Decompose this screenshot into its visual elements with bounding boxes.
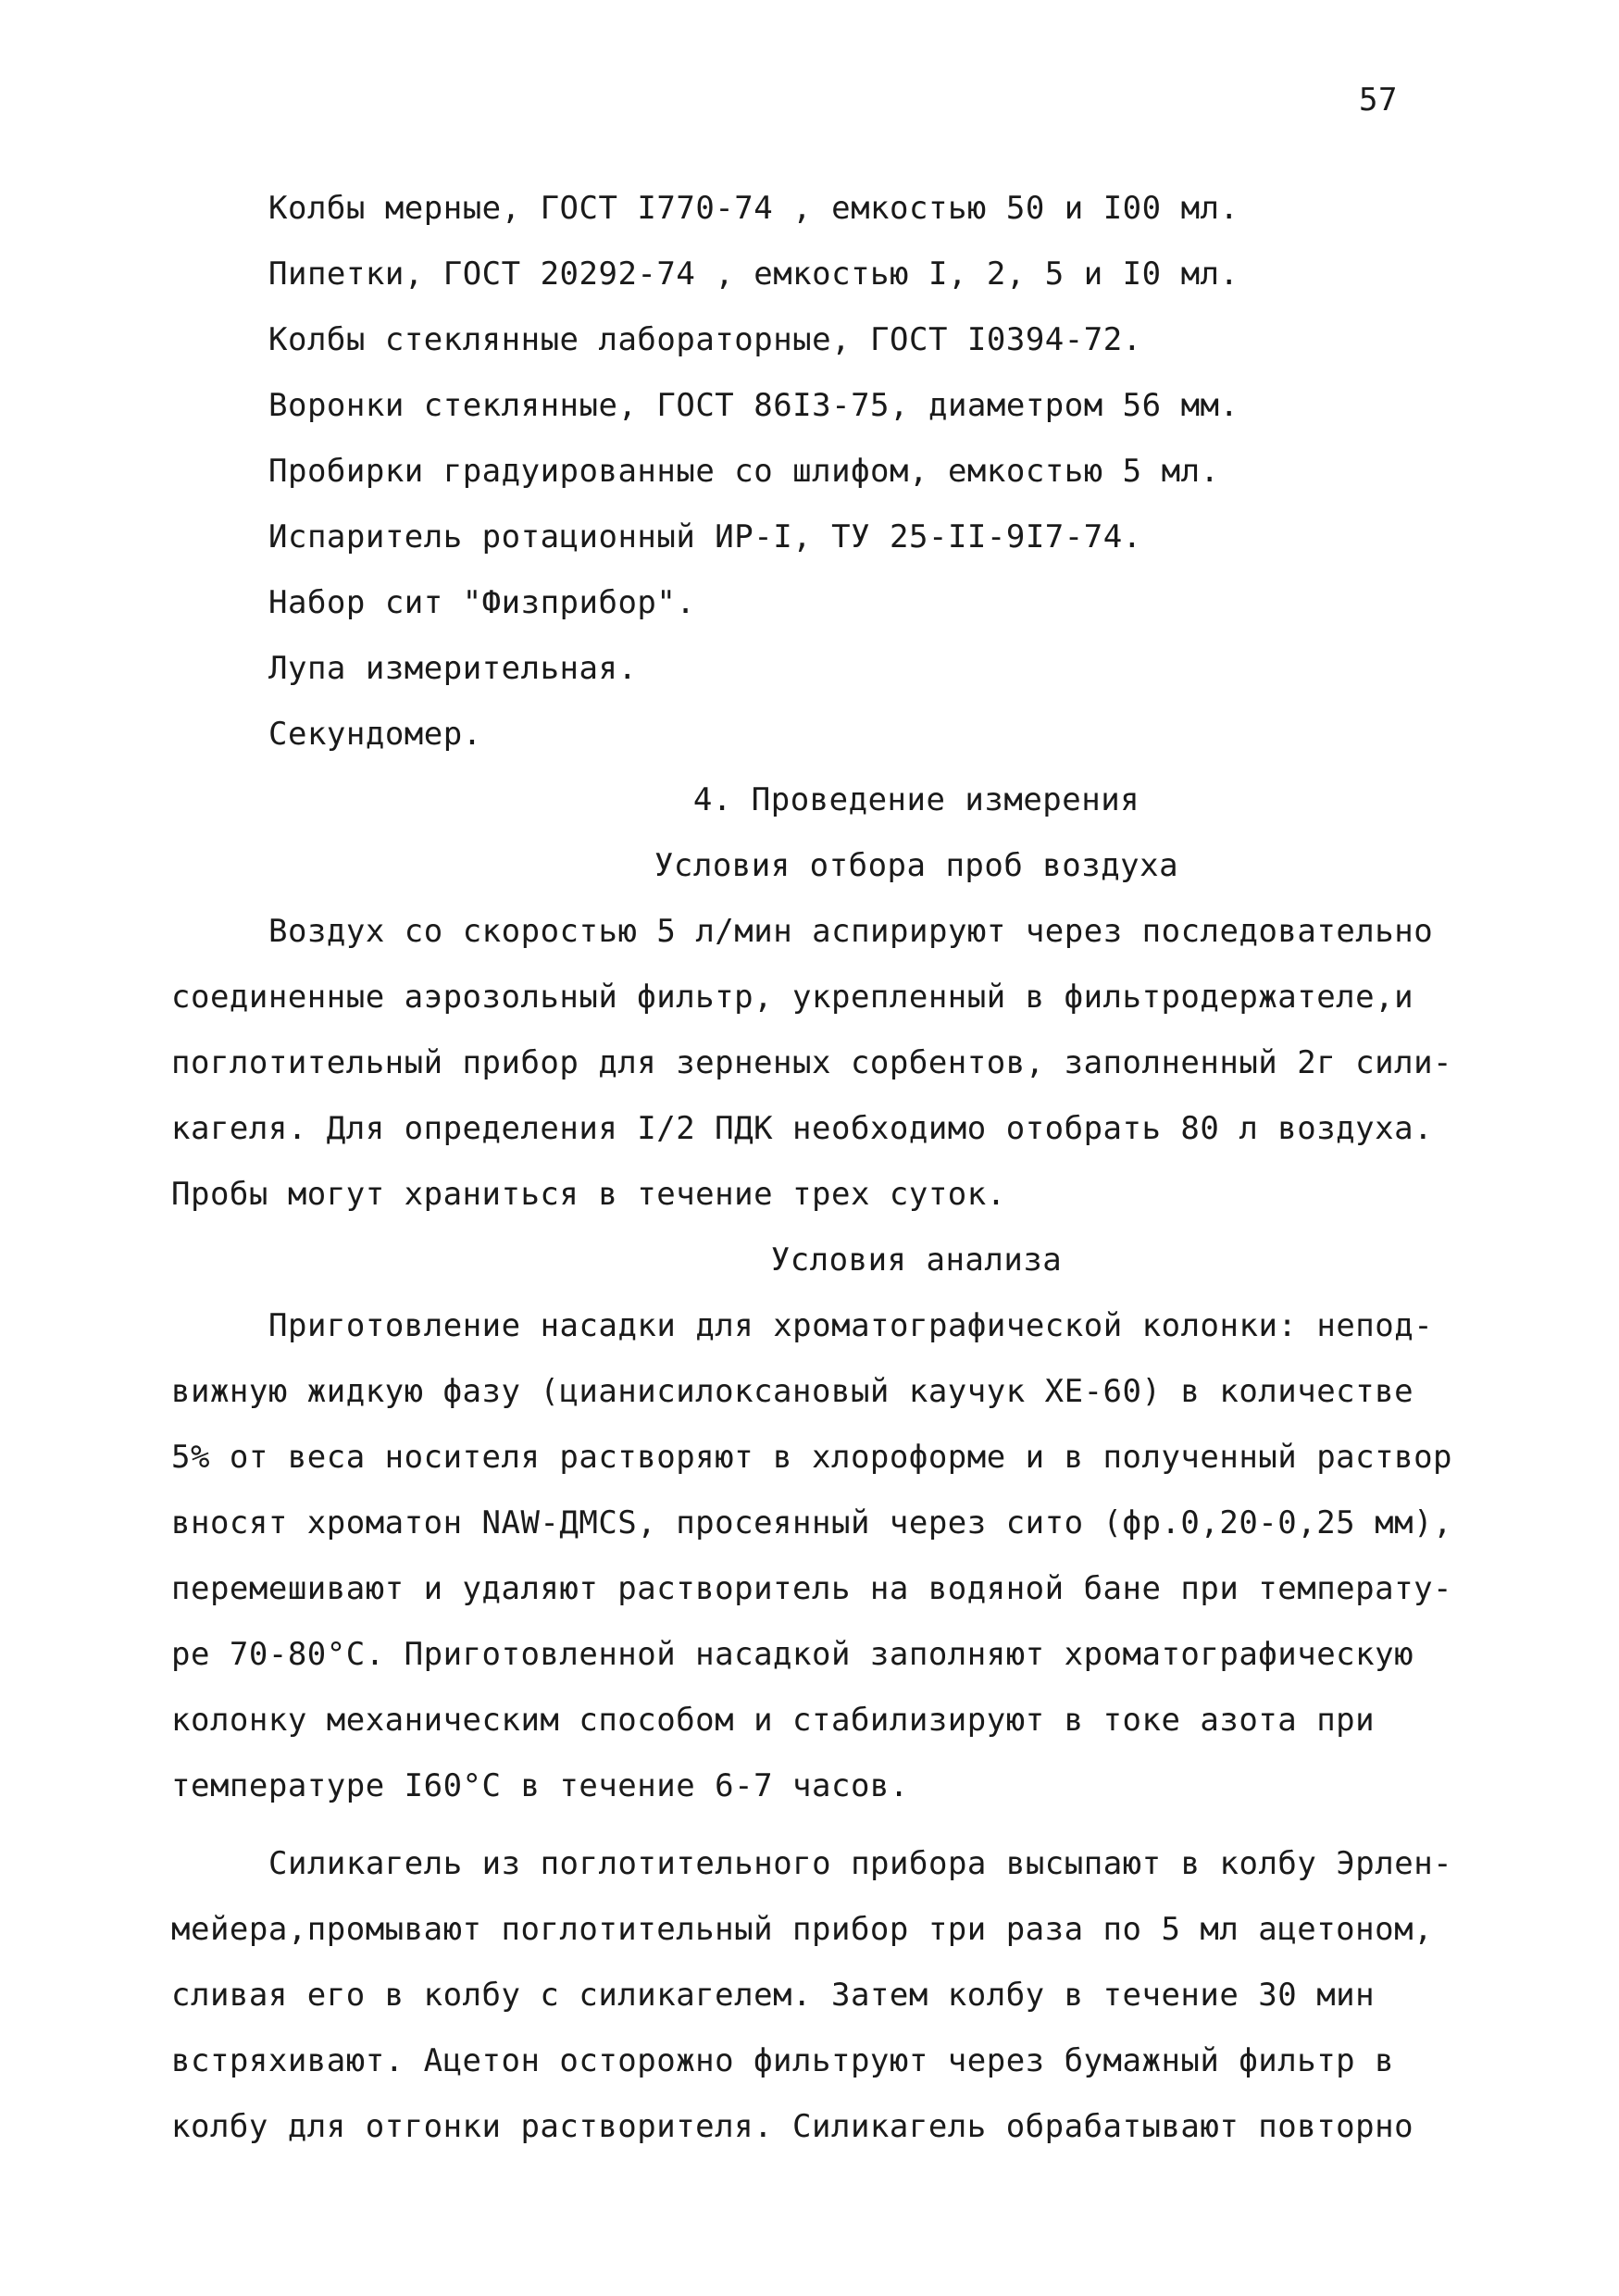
paragraph-line: колбу для отгонки растворителя. Силикагель обрабатывают повторно bbox=[171, 2108, 1414, 2145]
paragraph-line: соединенные аэрозольный фильтр, укрепленный в фильтродержателе,и bbox=[171, 979, 1414, 1016]
paragraph-line: температуре I60°С в течение 6-7 часов. bbox=[171, 1767, 909, 1804]
paragraph-line: вижную жидкую фазу (цианисилоксановый каучук XE-60) в количестве bbox=[171, 1373, 1414, 1410]
subtitle-analysis: Условия анализа bbox=[770, 1242, 1063, 1279]
paragraph-line: поглотительный прибор для зерненых сорбентов, заполненный 2г сили- bbox=[171, 1044, 1453, 1081]
paragraph-line: вносят хроматон NAW-ДМСS, просеянный через сито (фр.0,20-0,25 мм), bbox=[171, 1504, 1453, 1541]
equipment-item: Пробирки градуированные со шлифом, емкостью 5 мл. bbox=[268, 453, 1220, 490]
equipment-item: Лупа измерительная. bbox=[268, 650, 638, 687]
paragraph-line: Приготовление насадки для хроматографической колонки: непод- bbox=[268, 1307, 1434, 1344]
subtitle-sampling: Условия отбора проб воздуха bbox=[654, 847, 1179, 884]
equipment-item: Испаритель ротационный ИР-I, ТУ 25-II-9I7-74. bbox=[268, 518, 1142, 555]
equipment-item: Колбы мерные, ГОСТ I770-74 , емкостью 50 и I00 мл. bbox=[268, 190, 1239, 227]
section-title: 4. Проведение измерения bbox=[692, 781, 1140, 818]
paragraph-line: ре 70-80°С. Приготовленной насадкой заполняют хроматографическую bbox=[171, 1636, 1414, 1673]
paragraph-line: Воздух со скоростью 5 л/мин аспирируют через последовательно bbox=[268, 913, 1434, 950]
paragraph-line: Пробы могут храниться в течение трех суток. bbox=[171, 1176, 1006, 1213]
paragraph-line: сливая его в колбу с силикагелем. Затем колбу в течение 30 мин bbox=[171, 1977, 1376, 2014]
page-number: 57 bbox=[1359, 81, 1398, 119]
equipment-item: Воронки стеклянные, ГОСТ 86I3-75, диаметром 56 мм. bbox=[268, 387, 1239, 424]
equipment-item: Пипетки, ГОСТ 20292-74 , емкостью I, 2, 5 и I0 мл. bbox=[268, 256, 1239, 293]
equipment-item: Секундомер. bbox=[268, 716, 482, 753]
paragraph-line: колонку механическим способом и стабилизируют в токе азота при bbox=[171, 1702, 1376, 1739]
equipment-item: Набор сит "Физприбор". bbox=[268, 584, 696, 621]
paragraph-line: 5% от веса носителя растворяют в хлороформе и в полученный раствор bbox=[171, 1439, 1453, 1476]
paragraph-line: Силикагель из поглотительного прибора высыпают в колбу Эрлен- bbox=[268, 1845, 1453, 1882]
paragraph-line: кагеля. Для определения I/2 ПДК необходимо отобрать 80 л воздуха. bbox=[171, 1110, 1434, 1147]
paragraph-line: перемешивают и удаляют растворитель на водяной бане при температу- bbox=[171, 1570, 1453, 1607]
equipment-item: Колбы стеклянные лабораторные, ГОСТ I0394-72. bbox=[268, 321, 1142, 358]
paragraph-line: встряхивают. Ацетон осторожно фильтруют через бумажный фильтр в bbox=[171, 2042, 1395, 2079]
paragraph-line: мейера,промывают поглотительный прибор три раза по 5 мл ацетоном, bbox=[171, 1911, 1434, 1948]
